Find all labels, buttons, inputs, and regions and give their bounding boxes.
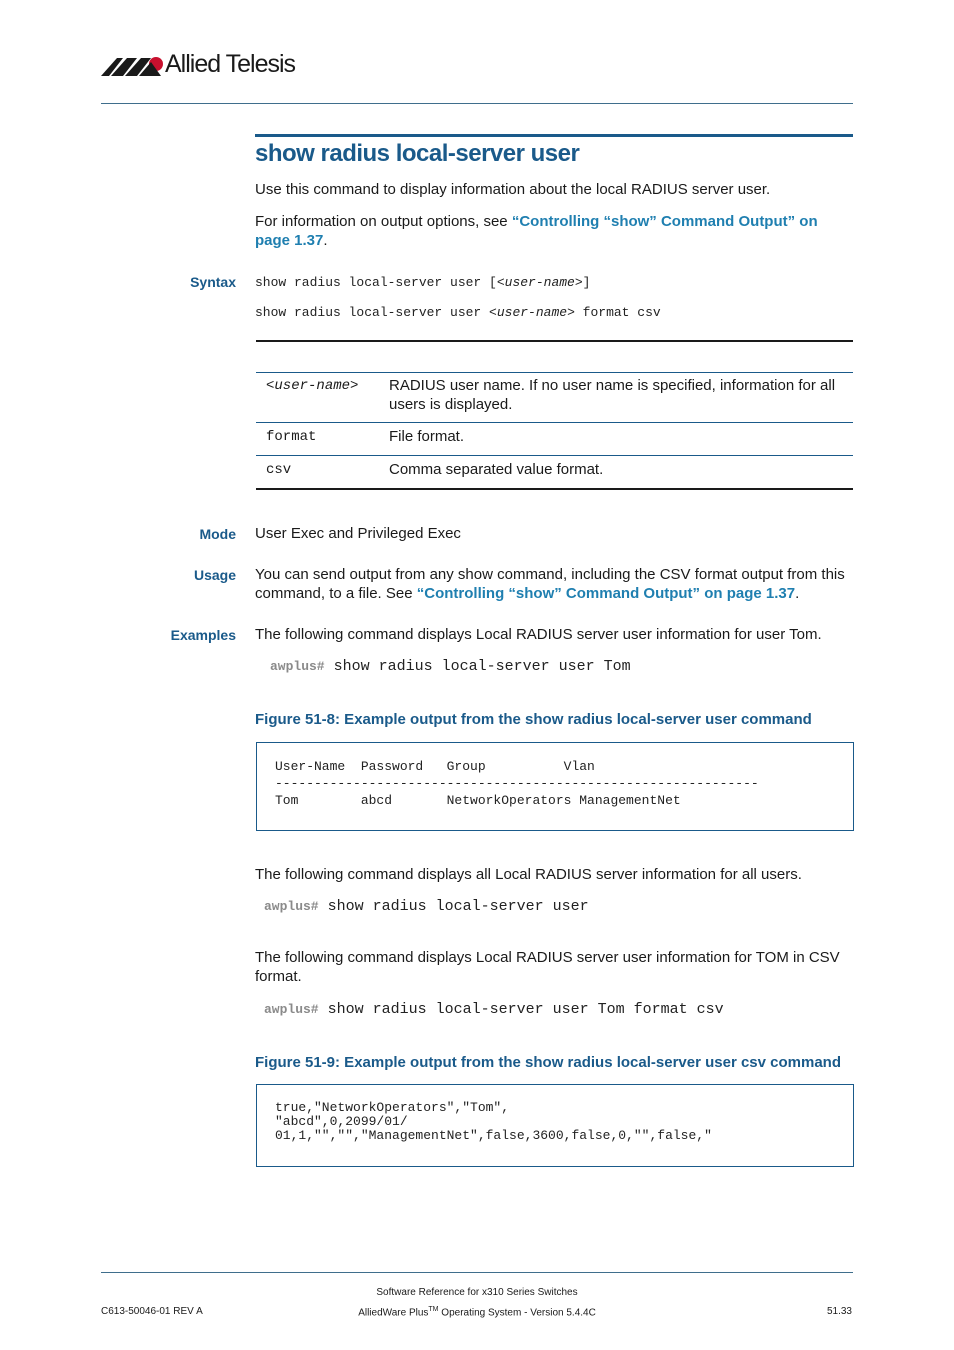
mode-text: User Exec and Privileged Exec xyxy=(255,525,461,542)
mode-label: Mode xyxy=(199,526,236,542)
example-1-text: The following command displays Local RADIUS server user information for user Tom. xyxy=(255,626,822,643)
figure-1-caption: Figure 51-8: Example output from the show radius local-server user command xyxy=(255,711,812,728)
example-1-cmd: show radius local-server user Tom xyxy=(324,658,631,675)
param-table xyxy=(256,372,853,490)
param-table-top-rule xyxy=(256,340,853,342)
syntax-line-2-param: user-name xyxy=(496,305,568,320)
example-3-cmd: show radius local-server user Tom format csv xyxy=(318,1001,724,1018)
example-3-command xyxy=(264,1001,724,1018)
example-1-prompt: awplus# xyxy=(270,659,325,674)
footer-line-2-prefix: AlliedWare Plus xyxy=(358,1307,429,1319)
example-2-command xyxy=(264,898,589,915)
syntax-line-1-suffix: >] xyxy=(574,275,591,290)
title-rule xyxy=(255,134,853,137)
table-row xyxy=(256,372,853,423)
example-1-command xyxy=(270,658,631,675)
footer-trademark: TM xyxy=(428,1306,439,1313)
syntax-line-2 xyxy=(255,305,661,320)
company-logo xyxy=(101,50,301,80)
param-name: format xyxy=(256,423,379,456)
example-3-prompt: awplus# xyxy=(264,1002,319,1017)
figure-1-output-box xyxy=(256,742,854,831)
syntax-line-2-prefix: show radius local-server user < xyxy=(255,305,497,320)
example-2-text: The following command displays all Local RADIUS server information for all users. xyxy=(255,866,802,883)
syntax-line-1-prefix: show radius local-server user [< xyxy=(255,275,505,290)
figure-1-output: User-Name Password Group Vlan -------------------------------------------------------------- Tom abcd NetworkOperators ManagementNet xyxy=(275,759,759,808)
footer-page-number: 51.33 xyxy=(826,1306,852,1317)
usage-prefix: You can send output from any show command, including the CSV format output from this command, to a file. See xyxy=(255,566,845,602)
footer-line-1: Software Reference for x310 Series Switches xyxy=(376,1287,578,1298)
figure-2-output: true,"NetworkOperators","Tom", "abcd",0,2099/01/ 01,1,"","","ManagementNet",false,3600,false,0,"",false," xyxy=(275,1100,712,1143)
usage-label: Usage xyxy=(193,567,236,583)
page-title: show radius local-server user xyxy=(255,140,580,167)
figure-2-caption: Figure 51-9: Example output from the show radius local-server user csv command xyxy=(255,1054,841,1071)
param-name: <user-name> xyxy=(256,372,379,423)
footer-rule xyxy=(101,1272,853,1273)
examples-label: Examples xyxy=(170,627,236,643)
logo-text: Allied Telesis xyxy=(165,50,296,78)
usage-paragraph xyxy=(255,565,853,603)
options-prefix: For information on output options, see xyxy=(255,213,512,230)
footer-line-2 xyxy=(0,1306,954,1318)
param-desc: Comma separated value format. xyxy=(379,456,853,490)
param-table-top-border xyxy=(256,372,853,373)
param-name-italic: user-name xyxy=(274,378,351,394)
param-desc: File format. xyxy=(379,423,853,456)
logo-mark-icon xyxy=(101,52,167,78)
syntax-line-1-param: user-name xyxy=(504,275,575,290)
usage-link[interactable]: “Controlling “show” Command Output” on page 1.37 xyxy=(416,585,796,602)
options-suffix: . xyxy=(323,232,328,249)
example-2-cmd: show radius local-server user xyxy=(318,898,589,915)
header-rule xyxy=(101,103,853,104)
usage-suffix: . xyxy=(795,585,800,602)
figure-2-output-box xyxy=(256,1084,854,1167)
options-link[interactable]: “Controlling “show” Command Output” on page 1.37 xyxy=(255,213,818,249)
options-paragraph xyxy=(255,212,853,250)
example-3-text: The following command displays Local RADIUS server user information for TOM in CSV format. xyxy=(255,949,840,985)
syntax-line-1 xyxy=(255,275,590,290)
footer-doc-id: C613-50046-01 REV A xyxy=(101,1306,203,1317)
syntax-label: Syntax xyxy=(190,274,236,290)
table-row xyxy=(256,423,853,456)
table-row xyxy=(256,456,853,490)
footer-line-2-suffix: Operating System - Version 5.4.4C xyxy=(438,1307,596,1319)
example-2-prompt: awplus# xyxy=(264,899,319,914)
param-desc: RADIUS user name. If no user name is specified, information for all users is displayed. xyxy=(379,372,853,423)
intro-text: Use this command to display information about the local RADIUS server user. xyxy=(255,181,771,198)
syntax-line-2-suffix: > format csv xyxy=(567,305,661,320)
param-name: csv xyxy=(256,456,379,490)
